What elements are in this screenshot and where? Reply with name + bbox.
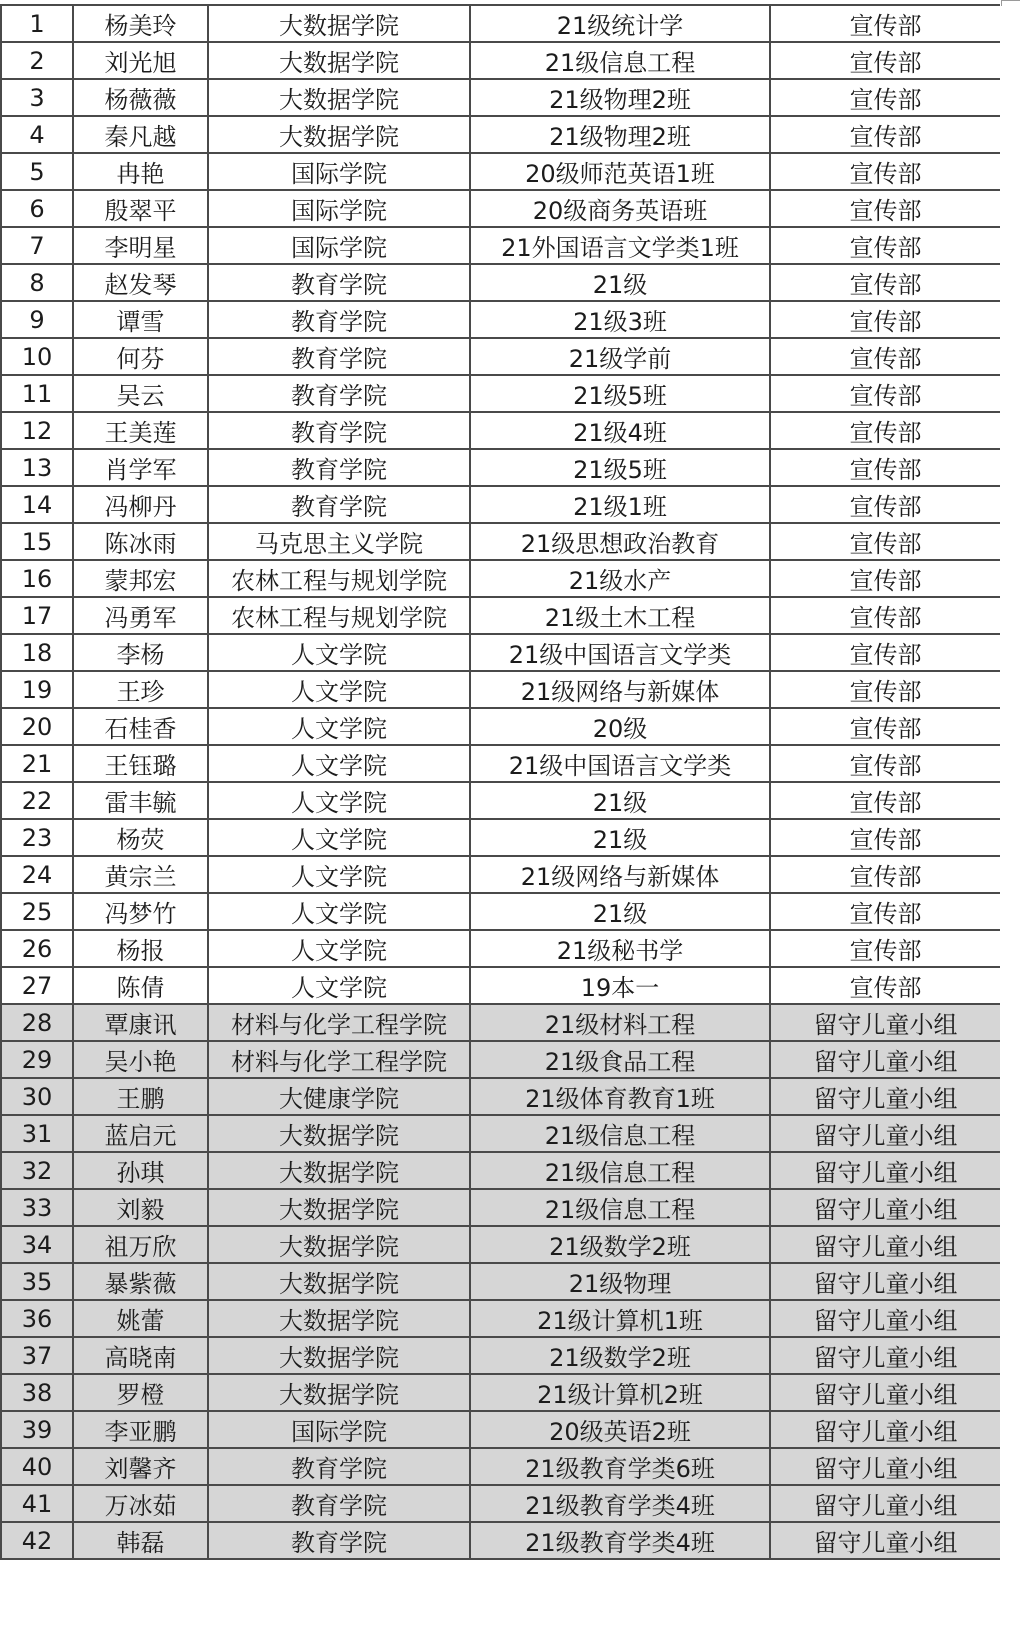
class-cell: 21级信息工程 — [470, 1189, 770, 1226]
department-cell: 留守儿童小组 — [770, 1152, 1000, 1189]
table-row — [1, 819, 1000, 856]
college-cell: 教育学院 — [208, 412, 470, 449]
name-cell: 孙琪 — [73, 1152, 208, 1189]
department-cell: 宣传部 — [770, 338, 1000, 375]
table-row — [1, 79, 1000, 116]
table-row — [1, 523, 1000, 560]
table-row — [1, 930, 1000, 967]
row-number-cell: 3 — [1, 79, 73, 116]
row-number-cell: 31 — [1, 1115, 73, 1152]
department-cell: 宣传部 — [770, 930, 1000, 967]
department-cell: 留守儿童小组 — [770, 1189, 1000, 1226]
table-row — [1, 1300, 1000, 1337]
class-cell: 21级水产 — [470, 560, 770, 597]
table-row — [1, 708, 1000, 745]
table-row — [1, 1411, 1000, 1448]
name-cell: 刘光旭 — [73, 42, 208, 79]
row-number-cell: 18 — [1, 634, 73, 671]
table-row — [1, 1041, 1000, 1078]
class-cell: 21级信息工程 — [470, 1152, 770, 1189]
name-cell: 杨荧 — [73, 819, 208, 856]
college-cell: 人文学院 — [208, 893, 470, 930]
class-cell: 21级学前 — [470, 338, 770, 375]
department-cell: 宣传部 — [770, 819, 1000, 856]
college-cell: 人文学院 — [208, 671, 470, 708]
table-row — [1, 227, 1000, 264]
class-cell: 21级 — [470, 893, 770, 930]
department-cell: 宣传部 — [770, 375, 1000, 412]
department-cell: 留守儿童小组 — [770, 1004, 1000, 1041]
class-cell: 21级土木工程 — [470, 597, 770, 634]
college-cell: 大数据学院 — [208, 1337, 470, 1374]
row-number-cell: 32 — [1, 1152, 73, 1189]
department-cell: 宣传部 — [770, 856, 1000, 893]
department-cell: 宣传部 — [770, 190, 1000, 227]
name-cell: 祖万欣 — [73, 1226, 208, 1263]
row-number-cell: 30 — [1, 1078, 73, 1115]
college-cell: 教育学院 — [208, 449, 470, 486]
department-cell: 宣传部 — [770, 782, 1000, 819]
name-cell: 陈冰雨 — [73, 523, 208, 560]
department-cell: 宣传部 — [770, 449, 1000, 486]
roster-body — [1, 5, 1000, 1559]
table-row — [1, 1115, 1000, 1152]
college-cell: 教育学院 — [208, 264, 470, 301]
row-number-cell: 22 — [1, 782, 73, 819]
name-cell: 石桂香 — [73, 708, 208, 745]
row-number-cell: 15 — [1, 523, 73, 560]
table-row — [1, 190, 1000, 227]
class-cell: 21级食品工程 — [470, 1041, 770, 1078]
table-row — [1, 782, 1000, 819]
name-cell: 冉艳 — [73, 153, 208, 190]
row-number-cell: 1 — [1, 5, 73, 42]
college-cell: 大数据学院 — [208, 1226, 470, 1263]
member-roster-table — [0, 4, 1000, 1560]
row-number-cell: 2 — [1, 42, 73, 79]
class-cell: 21级教育学类4班 — [470, 1485, 770, 1522]
name-cell: 冯柳丹 — [73, 486, 208, 523]
name-cell: 韩磊 — [73, 1522, 208, 1559]
name-cell: 吴云 — [73, 375, 208, 412]
table-row — [1, 1152, 1000, 1189]
department-cell: 宣传部 — [770, 486, 1000, 523]
college-cell: 大数据学院 — [208, 1300, 470, 1337]
department-cell: 宣传部 — [770, 523, 1000, 560]
class-cell: 20级英语2班 — [470, 1411, 770, 1448]
name-cell: 冯勇军 — [73, 597, 208, 634]
college-cell: 大数据学院 — [208, 1115, 470, 1152]
department-cell: 留守儿童小组 — [770, 1041, 1000, 1078]
table-row — [1, 1337, 1000, 1374]
college-cell: 国际学院 — [208, 153, 470, 190]
college-cell: 教育学院 — [208, 486, 470, 523]
department-cell: 宣传部 — [770, 301, 1000, 338]
table-row — [1, 153, 1000, 190]
class-cell: 21级计算机2班 — [470, 1374, 770, 1411]
college-cell: 马克思主义学院 — [208, 523, 470, 560]
name-cell: 谭雪 — [73, 301, 208, 338]
row-number-cell: 40 — [1, 1448, 73, 1485]
department-cell: 留守儿童小组 — [770, 1226, 1000, 1263]
name-cell: 杨报 — [73, 930, 208, 967]
class-cell: 21级教育学类6班 — [470, 1448, 770, 1485]
class-cell: 20级师范英语1班 — [470, 153, 770, 190]
class-cell: 21级物理 — [470, 1263, 770, 1300]
department-cell: 宣传部 — [770, 412, 1000, 449]
class-cell: 21级计算机1班 — [470, 1300, 770, 1337]
name-cell: 黄宗兰 — [73, 856, 208, 893]
name-cell: 万冰茹 — [73, 1485, 208, 1522]
department-cell: 留守儿童小组 — [770, 1078, 1000, 1115]
table-row — [1, 856, 1000, 893]
class-cell: 21级教育学类4班 — [470, 1522, 770, 1559]
row-number-cell: 19 — [1, 671, 73, 708]
class-cell: 21级5班 — [470, 449, 770, 486]
department-cell: 留守儿童小组 — [770, 1300, 1000, 1337]
class-cell: 21级数学2班 — [470, 1226, 770, 1263]
department-cell: 宣传部 — [770, 264, 1000, 301]
college-cell: 大数据学院 — [208, 116, 470, 153]
college-cell: 大数据学院 — [208, 42, 470, 79]
row-number-cell: 5 — [1, 153, 73, 190]
row-number-cell: 13 — [1, 449, 73, 486]
class-cell: 21级中国语言文学类 — [470, 634, 770, 671]
row-number-cell: 10 — [1, 338, 73, 375]
name-cell: 王钰璐 — [73, 745, 208, 782]
college-cell: 人文学院 — [208, 708, 470, 745]
department-cell: 宣传部 — [770, 708, 1000, 745]
college-cell: 大数据学院 — [208, 1374, 470, 1411]
table-row — [1, 967, 1000, 1004]
name-cell: 杨美玲 — [73, 5, 208, 42]
row-number-cell: 6 — [1, 190, 73, 227]
name-cell: 王美莲 — [73, 412, 208, 449]
class-cell: 21级秘书学 — [470, 930, 770, 967]
class-cell: 21级3班 — [470, 301, 770, 338]
class-cell: 21级信息工程 — [470, 42, 770, 79]
row-number-cell: 14 — [1, 486, 73, 523]
class-cell: 19本一 — [470, 967, 770, 1004]
name-cell: 刘馨齐 — [73, 1448, 208, 1485]
class-cell: 21级1班 — [470, 486, 770, 523]
class-cell: 21级网络与新媒体 — [470, 671, 770, 708]
class-cell: 21级5班 — [470, 375, 770, 412]
name-cell: 蒙邦宏 — [73, 560, 208, 597]
cell-border-fragment — [1001, 0, 1020, 6]
class-cell: 21级 — [470, 782, 770, 819]
department-cell: 宣传部 — [770, 597, 1000, 634]
college-cell: 教育学院 — [208, 1448, 470, 1485]
name-cell: 雷丰毓 — [73, 782, 208, 819]
row-number-cell: 35 — [1, 1263, 73, 1300]
row-number-cell: 23 — [1, 819, 73, 856]
name-cell: 赵发琴 — [73, 264, 208, 301]
row-number-cell: 24 — [1, 856, 73, 893]
row-number-cell: 28 — [1, 1004, 73, 1041]
department-cell: 宣传部 — [770, 227, 1000, 264]
table-row — [1, 1522, 1000, 1559]
row-number-cell: 26 — [1, 930, 73, 967]
college-cell: 材料与化学工程学院 — [208, 1004, 470, 1041]
table-row — [1, 116, 1000, 153]
row-number-cell: 33 — [1, 1189, 73, 1226]
name-cell: 王鹏 — [73, 1078, 208, 1115]
table-row — [1, 486, 1000, 523]
department-cell: 宣传部 — [770, 153, 1000, 190]
class-cell: 20级商务英语班 — [470, 190, 770, 227]
college-cell: 大数据学院 — [208, 1263, 470, 1300]
row-number-cell: 37 — [1, 1337, 73, 1374]
college-cell: 人文学院 — [208, 634, 470, 671]
name-cell: 殷翠平 — [73, 190, 208, 227]
table-row — [1, 1226, 1000, 1263]
table-row — [1, 634, 1000, 671]
department-cell: 留守儿童小组 — [770, 1263, 1000, 1300]
name-cell: 肖学军 — [73, 449, 208, 486]
class-cell: 21级 — [470, 264, 770, 301]
table-row — [1, 1448, 1000, 1485]
department-cell: 宣传部 — [770, 116, 1000, 153]
table-row — [1, 42, 1000, 79]
table-row — [1, 671, 1000, 708]
table-row — [1, 1078, 1000, 1115]
class-cell: 21级4班 — [470, 412, 770, 449]
department-cell: 宣传部 — [770, 671, 1000, 708]
row-number-cell: 20 — [1, 708, 73, 745]
row-number-cell: 11 — [1, 375, 73, 412]
college-cell: 教育学院 — [208, 338, 470, 375]
department-cell: 宣传部 — [770, 967, 1000, 1004]
class-cell: 21级材料工程 — [470, 1004, 770, 1041]
name-cell: 李杨 — [73, 634, 208, 671]
college-cell: 大数据学院 — [208, 1189, 470, 1226]
class-cell: 20级 — [470, 708, 770, 745]
table-row — [1, 1263, 1000, 1300]
name-cell: 何芬 — [73, 338, 208, 375]
class-cell: 21级信息工程 — [470, 1115, 770, 1152]
table-row — [1, 412, 1000, 449]
class-cell: 21级中国语言文学类 — [470, 745, 770, 782]
row-number-cell: 29 — [1, 1041, 73, 1078]
department-cell: 宣传部 — [770, 42, 1000, 79]
name-cell: 暴紫薇 — [73, 1263, 208, 1300]
name-cell: 吴小艳 — [73, 1041, 208, 1078]
table-row — [1, 1374, 1000, 1411]
department-cell: 留守儿童小组 — [770, 1115, 1000, 1152]
row-number-cell: 4 — [1, 116, 73, 153]
college-cell: 教育学院 — [208, 1522, 470, 1559]
row-number-cell: 42 — [1, 1522, 73, 1559]
row-number-cell: 38 — [1, 1374, 73, 1411]
table-row — [1, 1485, 1000, 1522]
table-row — [1, 1004, 1000, 1041]
college-cell: 大数据学院 — [208, 1152, 470, 1189]
department-cell: 留守儿童小组 — [770, 1337, 1000, 1374]
row-number-cell: 27 — [1, 967, 73, 1004]
class-cell: 21级网络与新媒体 — [470, 856, 770, 893]
table-row — [1, 301, 1000, 338]
college-cell: 教育学院 — [208, 1485, 470, 1522]
college-cell: 大健康学院 — [208, 1078, 470, 1115]
department-cell: 宣传部 — [770, 745, 1000, 782]
college-cell: 农林工程与规划学院 — [208, 597, 470, 634]
class-cell: 21级物理2班 — [470, 79, 770, 116]
department-cell: 留守儿童小组 — [770, 1485, 1000, 1522]
name-cell: 姚蕾 — [73, 1300, 208, 1337]
department-cell: 宣传部 — [770, 5, 1000, 42]
department-cell: 留守儿童小组 — [770, 1448, 1000, 1485]
department-cell: 宣传部 — [770, 893, 1000, 930]
name-cell: 冯梦竹 — [73, 893, 208, 930]
row-number-cell: 36 — [1, 1300, 73, 1337]
college-cell: 人文学院 — [208, 745, 470, 782]
row-number-cell: 25 — [1, 893, 73, 930]
row-number-cell: 7 — [1, 227, 73, 264]
name-cell: 高晓南 — [73, 1337, 208, 1374]
college-cell: 材料与化学工程学院 — [208, 1041, 470, 1078]
name-cell: 秦凡越 — [73, 116, 208, 153]
table-row — [1, 449, 1000, 486]
row-number-cell: 41 — [1, 1485, 73, 1522]
row-number-cell: 9 — [1, 301, 73, 338]
name-cell: 李亚鹏 — [73, 1411, 208, 1448]
name-cell: 王珍 — [73, 671, 208, 708]
class-cell: 21级统计学 — [470, 5, 770, 42]
college-cell: 人文学院 — [208, 856, 470, 893]
table-row — [1, 5, 1000, 42]
table-row — [1, 597, 1000, 634]
table-row — [1, 375, 1000, 412]
name-cell: 覃康讯 — [73, 1004, 208, 1041]
college-cell: 大数据学院 — [208, 79, 470, 116]
college-cell: 国际学院 — [208, 227, 470, 264]
table-row — [1, 560, 1000, 597]
class-cell: 21外国语言文学类1班 — [470, 227, 770, 264]
department-cell: 宣传部 — [770, 634, 1000, 671]
row-number-cell: 12 — [1, 412, 73, 449]
college-cell: 农林工程与规划学院 — [208, 560, 470, 597]
name-cell: 蓝启元 — [73, 1115, 208, 1152]
table-row — [1, 1189, 1000, 1226]
name-cell: 陈倩 — [73, 967, 208, 1004]
class-cell: 21级物理2班 — [470, 116, 770, 153]
class-cell: 21级体育教育1班 — [470, 1078, 770, 1115]
college-cell: 国际学院 — [208, 190, 470, 227]
department-cell: 宣传部 — [770, 79, 1000, 116]
college-cell: 大数据学院 — [208, 5, 470, 42]
row-number-cell: 21 — [1, 745, 73, 782]
row-number-cell: 17 — [1, 597, 73, 634]
class-cell: 21级 — [470, 819, 770, 856]
table-row — [1, 264, 1000, 301]
row-number-cell: 16 — [1, 560, 73, 597]
college-cell: 人文学院 — [208, 819, 470, 856]
row-number-cell: 8 — [1, 264, 73, 301]
class-cell: 21级思想政治教育 — [470, 523, 770, 560]
department-cell: 留守儿童小组 — [770, 1374, 1000, 1411]
college-cell: 人文学院 — [208, 782, 470, 819]
table-row — [1, 745, 1000, 782]
college-cell: 教育学院 — [208, 375, 470, 412]
class-cell: 21级数学2班 — [470, 1337, 770, 1374]
college-cell: 教育学院 — [208, 301, 470, 338]
name-cell: 刘毅 — [73, 1189, 208, 1226]
college-cell: 人文学院 — [208, 930, 470, 967]
college-cell: 国际学院 — [208, 1411, 470, 1448]
name-cell: 罗橙 — [73, 1374, 208, 1411]
department-cell: 留守儿童小组 — [770, 1411, 1000, 1448]
row-number-cell: 39 — [1, 1411, 73, 1448]
table-row — [1, 338, 1000, 375]
name-cell: 杨薇薇 — [73, 79, 208, 116]
college-cell: 人文学院 — [208, 967, 470, 1004]
table-row — [1, 893, 1000, 930]
row-number-cell: 34 — [1, 1226, 73, 1263]
department-cell: 留守儿童小组 — [770, 1522, 1000, 1559]
name-cell: 李明星 — [73, 227, 208, 264]
department-cell: 宣传部 — [770, 560, 1000, 597]
